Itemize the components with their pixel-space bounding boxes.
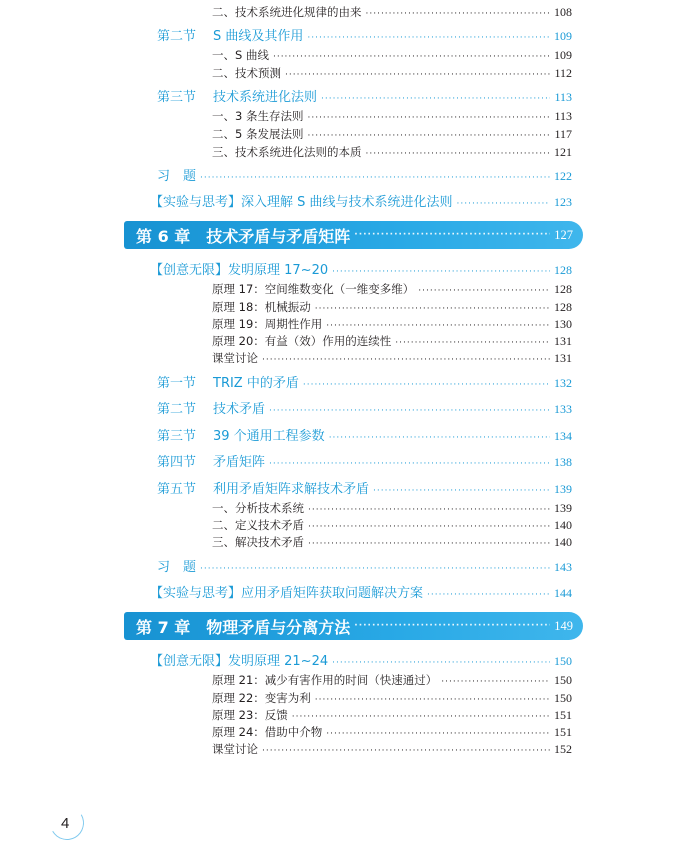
dot-leader [308, 523, 550, 532]
entry-title: 课堂讨论 [212, 742, 258, 756]
dot-leader [285, 71, 550, 80]
entry-title: 原理 19：周期性作用 [212, 317, 323, 331]
toc-entry-experiment[interactable] [150, 582, 572, 601]
entry-title: 一、S 曲线 [212, 48, 269, 62]
dot-leader [308, 506, 550, 515]
dot-leader [427, 591, 550, 600]
toc-entry-section[interactable] [157, 478, 572, 497]
toc-entry-subsection[interactable] [212, 707, 572, 723]
dot-leader [262, 356, 550, 365]
page-number: 133 [554, 402, 572, 416]
entry-title: 原理 20：有益（效）作用的连续性 [212, 334, 392, 348]
dot-leader [366, 10, 551, 19]
dot-leader [395, 339, 550, 348]
entry-title: 原理 21：减少有害作用的时间（快速通过） [212, 673, 438, 687]
toc-entry-subsection[interactable] [212, 144, 572, 160]
toc-entry-subsection[interactable] [212, 108, 572, 124]
entry-title: 原理 23：反馈 [212, 708, 288, 722]
page-number: 140 [554, 535, 572, 549]
toc-entry-subsection[interactable] [212, 534, 572, 550]
toc-entry-subsection[interactable] [212, 316, 572, 332]
entry-title: 二、技术预测 [212, 66, 281, 80]
entry-title: 利用矛盾矩阵求解技术矛盾 [213, 482, 370, 497]
page-number: 127 [554, 227, 573, 242]
dot-leader [326, 730, 550, 739]
chapter-title: 物理矛盾与分离方法 [206, 617, 351, 637]
page-number: 131 [554, 334, 572, 348]
page-number: 128 [554, 282, 572, 296]
toc-entry-subsection[interactable] [212, 517, 572, 533]
entry-title: S 曲线及其作用 [213, 29, 304, 44]
section-number: 第三节 [157, 429, 197, 444]
toc-entry-section[interactable] [157, 372, 572, 391]
page-number: 131 [554, 351, 572, 365]
dot-leader [200, 565, 550, 574]
page-number: 132 [554, 376, 572, 390]
dot-leader [329, 434, 550, 443]
toc-entry-subsection[interactable] [212, 724, 572, 740]
toc-entry-exercises[interactable] [157, 165, 572, 184]
page-number: 109 [554, 29, 572, 43]
section-number: 第四节 [157, 455, 197, 470]
entry-title: 【实验与思考】深入理解 S 曲线与技术系统进化法则 [150, 195, 453, 210]
page-number-badge [50, 806, 86, 842]
entry-title: 二、5 条发展法则 [212, 127, 304, 141]
page-number: 150 [554, 691, 572, 705]
entry-title: 课堂讨论 [212, 351, 258, 365]
dot-leader [307, 114, 550, 123]
dot-leader [418, 287, 550, 296]
entry-title: 二、定义技术矛盾 [212, 518, 304, 532]
page-number: 151 [554, 725, 572, 739]
page-number: 152 [554, 742, 572, 756]
page-number: 117 [554, 127, 572, 141]
toc-entry-subsection[interactable] [212, 333, 572, 349]
page-number: 113 [554, 109, 572, 123]
toc-entry-subsection[interactable] [212, 299, 572, 315]
section-number: 第二节 [157, 402, 197, 417]
page-number: 151 [554, 708, 572, 722]
toc-entry-innovation[interactable] [150, 259, 572, 278]
entry-title: 39 个通用工程参数 [213, 429, 325, 444]
section-number: 第三节 [157, 90, 197, 105]
entry-title: 一、3 条生存法则 [212, 109, 304, 123]
dot-leader [262, 747, 550, 756]
toc-entry-subsection[interactable] [212, 350, 572, 366]
entry-title: TRIZ 中的矛盾 [213, 376, 299, 391]
page-number: 113 [554, 90, 572, 104]
toc-entry-subsection[interactable] [212, 672, 572, 688]
dot-leader [303, 381, 550, 390]
page-number: 134 [554, 429, 572, 443]
toc-entry-experiment[interactable] [150, 191, 572, 210]
dot-leader [307, 34, 550, 43]
dot-leader [269, 460, 550, 469]
chapter-number: 第 7 章 [136, 617, 191, 637]
toc-entry-innovation[interactable] [150, 650, 572, 669]
page-number: 108 [554, 5, 572, 19]
toc-entry-subsection[interactable] [212, 500, 572, 516]
entry-title: 技术系统进化法则 [213, 90, 318, 105]
toc-entry-subsection[interactable] [212, 47, 572, 63]
entry-title: 矛盾矩阵 [213, 455, 266, 470]
toc-entry-exercises[interactable] [157, 556, 572, 575]
dot-leader [332, 659, 550, 668]
page-number: 138 [554, 455, 572, 469]
dot-leader [326, 322, 550, 331]
page-number: 130 [554, 317, 572, 331]
toc-entry-section[interactable] [157, 451, 572, 470]
dot-leader [200, 174, 550, 183]
chapter-title: 技术矛盾与矛盾矩阵 [206, 226, 351, 246]
section-number: 第二节 [157, 29, 197, 44]
page-number: 150 [554, 673, 572, 687]
dot-leader [441, 678, 550, 687]
dot-leader [307, 132, 550, 141]
page-number: 144 [554, 586, 572, 600]
dot-leader [273, 53, 550, 62]
dot-leader [354, 622, 550, 631]
entry-title: 原理 17：空间维数变化（一维变多维） [212, 282, 415, 296]
dot-leader [332, 268, 550, 277]
entry-title: 一、分析技术系统 [212, 501, 304, 515]
page-number: 150 [554, 654, 572, 668]
entry-title: 技术矛盾 [213, 402, 266, 417]
dot-leader [354, 231, 550, 240]
page-number: 123 [554, 195, 572, 209]
toc-entry-subsection[interactable] [212, 281, 572, 297]
entry-title: 习 题 [157, 560, 197, 575]
dot-leader [315, 305, 550, 314]
page-number: 149 [554, 618, 573, 633]
dot-leader [457, 200, 550, 209]
dot-leader [373, 487, 550, 496]
toc-entry-subsection[interactable] [212, 65, 572, 81]
entry-title: 三、技术系统进化法则的本质 [212, 145, 362, 159]
page-number: 128 [554, 263, 572, 277]
toc-entry-section[interactable] [157, 25, 572, 44]
page-number: 121 [554, 145, 572, 159]
toc-entry-subsection[interactable] [212, 741, 572, 757]
toc-entry-section[interactable] [157, 398, 572, 417]
toc-entry-subsection[interactable] [212, 690, 572, 706]
entry-title: 习 题 [157, 169, 197, 184]
section-number: 第一节 [157, 376, 197, 391]
toc-entry-subsection[interactable] [212, 4, 572, 20]
entry-title: 原理 24：借助中介物 [212, 725, 323, 739]
entry-title: 【创意无限】发明原理 17~20 [150, 263, 329, 278]
page-number: 122 [554, 169, 572, 183]
dot-leader [366, 150, 551, 159]
section-number: 第五节 [157, 482, 197, 497]
dot-leader [308, 540, 550, 549]
entry-title: 【创意无限】发明原理 21~24 [150, 654, 329, 669]
dot-leader [315, 696, 550, 705]
chapter-number: 第 6 章 [136, 226, 191, 246]
page-number: 128 [554, 300, 572, 314]
page-number: 140 [554, 518, 572, 532]
entry-title: 三、解决技术矛盾 [212, 535, 304, 549]
entry-title: 原理 18：机械振动 [212, 300, 311, 314]
toc-entry-chapter[interactable] [124, 221, 583, 249]
page-number: 139 [554, 501, 572, 515]
page-number: 112 [554, 66, 572, 80]
toc-entry-subsection[interactable] [212, 126, 572, 142]
entry-title: 原理 22：变害为利 [212, 691, 311, 705]
dot-leader [269, 407, 550, 416]
entry-title: 【实验与思考】应用矛盾矩阵获取问题解决方案 [150, 586, 424, 601]
page-number-text: 4 [61, 815, 70, 832]
toc-entry-chapter[interactable] [124, 612, 583, 640]
page-number: 143 [554, 560, 572, 574]
dot-leader [321, 95, 550, 104]
page-number: 139 [554, 482, 572, 496]
dot-leader [292, 713, 550, 722]
toc-entry-section[interactable] [157, 425, 572, 444]
page-number: 109 [554, 48, 572, 62]
toc-entry-section[interactable] [157, 86, 572, 105]
entry-title: 二、技术系统进化规律的由来 [212, 5, 362, 19]
